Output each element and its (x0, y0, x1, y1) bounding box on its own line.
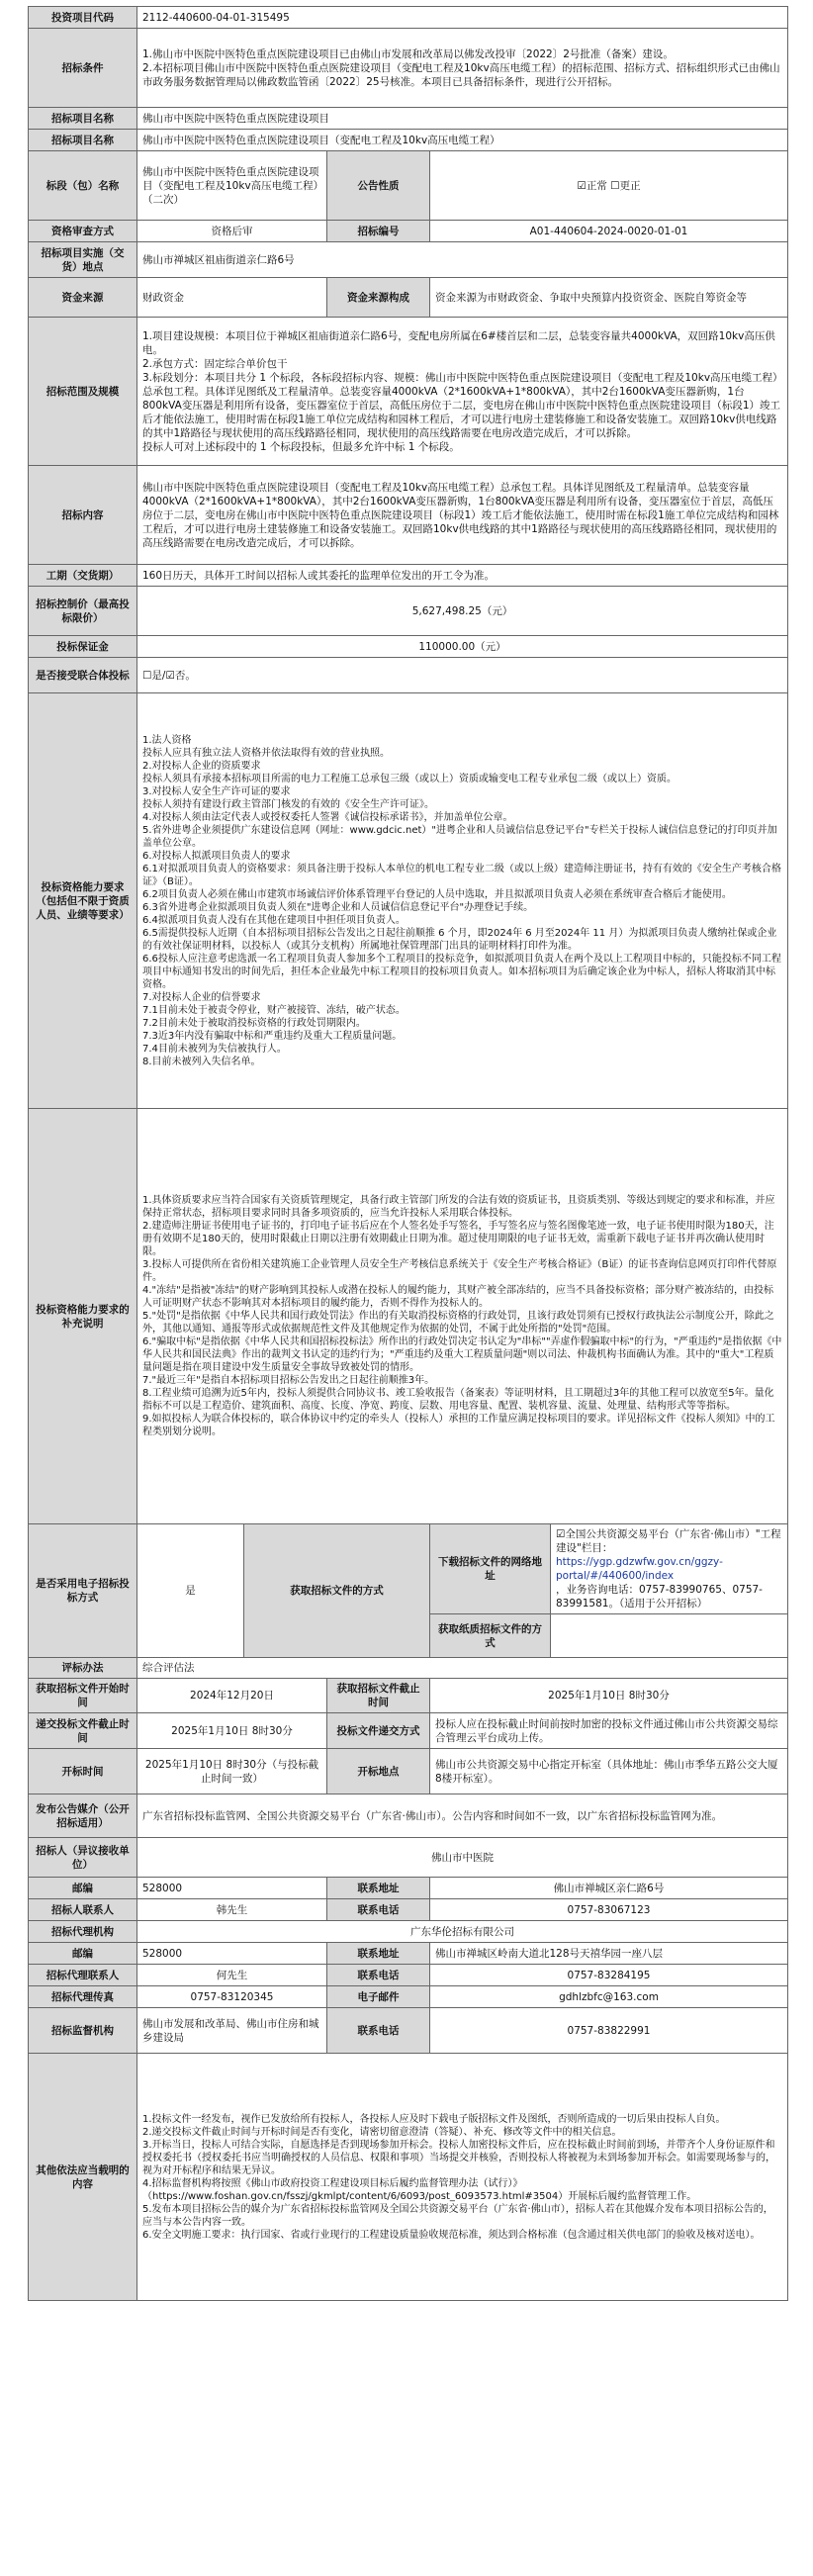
section-value: 佛山市中医院中医特色重点医院建设项目（变配电工程及10kv高压电缆工程）（二次） (137, 151, 327, 221)
opening-place-value: 佛山市公共资源交易中心指定开标室（具体地址：佛山市季华五路公交大厦8楼开标室）。 (430, 1749, 788, 1794)
content-label: 招标内容 (29, 466, 137, 565)
project-name-value: 佛山市中医院中医特色重点医院建设项目 (137, 108, 788, 130)
tenderee-addr-value: 佛山市禅城区亲仁路6号 (430, 1878, 788, 1899)
agent-fax-value: 0757-83120345 (137, 1986, 327, 2008)
agent-post-value: 528000 (137, 1943, 327, 1965)
opening-label: 开标时间 (29, 1749, 137, 1794)
submit-method-value: 投标人应在投标截止时间前按时加密的投标文件通过佛山市公共资源交易综合管理云平台成功上传。 (430, 1713, 788, 1749)
notice-type-label: 公告性质 (327, 151, 430, 221)
other-para: 1.投标文件一经发布，视作已发放给所有投标人，各投标人应及时下载电子版招标文件及图纸，否则所造成的一切后果由投标人自负。 (142, 2113, 726, 2125)
other-req-para: 3.投标人可提供所在省份相关建筑施工企业管理人员安全生产考核信息系统关于《安全生产考核合格证》（B证）的证书查询信息网页打印件代替原件。 (142, 1259, 777, 1283)
bid-project-name-label: 招标项目名称 (29, 130, 137, 151)
conditions-para: 2.本招标项目佛山市中医院中医特色重点医院建设项目（变配电工程及10kv高压电缆工程）的招标范围、招标方式、招标组织形式已由佛山市政务服务数据管理局以佛政数监管函〔2022〕25号核准。本项目已具备招标条件，现进行公开招标。 (142, 61, 780, 88)
supervisor-label: 招标监督机构 (29, 2008, 137, 2054)
tenderee-contact-label: 招标人联系人 (29, 1899, 137, 1921)
submit-deadline-value: 2025年1月10日 8时30分 (137, 1713, 327, 1749)
project-code-value: 2112-440600-04-01-315495 (137, 7, 788, 29)
consortium-value: ☐是/☑否。 (137, 658, 788, 693)
content-para: 佛山市中医院中医特色重点医院建设项目（变配电工程及10kv高压电缆工程）总承包工程。具体详见图纸及工程量清单。总装变容量4000kVA（2*1600kVA+1*800kVA），其中2台1600kVA变压器新购，1台800kVA变压器是利用所有设备，变压器室位于首层，高低压房位于二层，变电房在佛山市中医院中医特色重点医院建设项目（标段1）竣工后才能依法施工，使用时需在标段1施工单位完成结构和园林工程后，才可以进行电房土建装修施工和设备安装施工。双回路10kv供电线路的其中1路路径与现状使用的高压线路路径相同，现状使用的高压线路需要在电房改造完成后，才可以拆除。 (142, 481, 779, 549)
agent-addr-label: 联系地址 (327, 1943, 430, 1965)
agent-email-label: 电子邮件 (327, 1986, 430, 2008)
section-label: 标段（包）名称 (29, 151, 137, 221)
download-url-value (551, 1524, 788, 1614)
download-para: ☑全国公共资源交易平台（广东省·佛山市）"工程建设"栏目： (556, 1528, 781, 1554)
agent-label: 招标代理机构 (29, 1921, 137, 1943)
req-para: 6.2项目负责人必须在佛山市建筑市场诚信评价体系管理平台登记的人员中选取，并且拟派项目负责人必须在系统审查合格后才能使用。 (142, 888, 732, 900)
scope-label: 招标范围及规模 (29, 318, 137, 466)
agent-phone-label: 联系电话 (327, 1965, 430, 1986)
duration-value: 160日历天，具体开工时间以招标人或其委托的监理单位发出的开工令为准。 (137, 565, 788, 587)
bid-project-name-value: 佛山市中医院中医特色重点医院建设项目（变配电工程及10kv高压电缆工程） (137, 130, 788, 151)
tenderee-contact-value: 韩先生 (137, 1899, 327, 1921)
agent-post-label: 邮编 (29, 1943, 137, 1965)
conditions-label: 招标条件 (29, 29, 137, 108)
other-req-para: 4."冻结"是指被"冻结"的财产影响到其投标人或潜在投标人的履约能力，其财产被全部冻结的，应当不具备投标资格；部分财产被冻结的，由投标人可证明财产状态不影响其对本招标项目的履约能力，否则不得作为投标人的。 (142, 1285, 773, 1309)
download-para: ，业务咨询电话：0757-83990765、0757-83991581。（适用于公开招标） (556, 1584, 763, 1610)
req-para: 7.对投标人企业的信誉要求 (142, 991, 261, 1003)
tender-code-value: A01-440604-2024-0020-01-01 (430, 221, 788, 242)
location-value: 佛山市禅城区祖庙街道亲仁路6号 (137, 242, 788, 278)
evaluation-value: 综合评估法 (137, 1658, 788, 1679)
tenderee-post-value: 528000 (137, 1878, 327, 1899)
doc-start-value: 2024年12月20日 (137, 1679, 327, 1713)
submit-method-label: 投标文件递交方式 (327, 1713, 430, 1749)
req-para: 1.法人资格 (142, 734, 192, 746)
location-label: 招标项目实施（交货）地点 (29, 242, 137, 278)
other-para: 4.招标监督机构将按照《佛山市政府投资工程建设项目标后履约监督管理办法（试行）》（https://www.foshan.gov.cn/fsszj/gkmlpt/content/6/6093/post_6093573.html#3504）开展标后履约监督管理工作。 (142, 2177, 697, 2202)
e-bidding-label: 是否采用电子招标投标方式 (29, 1524, 137, 1658)
project-name-label: 招标项目名称 (29, 108, 137, 130)
qualifications-req-label: 投标资格能力要求（包括但不限于资质人员、业绩等要求） (29, 693, 137, 1109)
tenderee-phone-label: 联系电话 (327, 1899, 430, 1921)
supervisor-value: 佛山市发展和改革局、佛山市住房和城乡建设局 (137, 2008, 327, 2054)
req-para: 7.4目前未被列为失信被执行人。 (142, 1043, 287, 1055)
content-value (137, 466, 788, 565)
funding-value: 财政资金 (137, 278, 327, 318)
other-para: 6.安全文明施工要求：执行国家、省或行业现行的工程建设质量验收规范标准，须达到合格标准（包含通过相关供电部门的验收及核对送电）。 (142, 2229, 761, 2241)
doc-end-value: 2025年1月10日 8时30分 (430, 1679, 788, 1713)
conditions-para: 1.佛山市中医院中医特色重点医院建设项目已由佛山市发展和改革局以佛发改投审〔2022〕2号批准（备案）建设。 (142, 47, 674, 60)
download-url-label: 下载招标文件的网络地址 (430, 1524, 551, 1614)
funding-label: 资金来源 (29, 278, 137, 318)
opening-place-label: 开标地点 (327, 1749, 430, 1794)
e-bidding-value: 是 (137, 1524, 244, 1658)
req-para: 6.6投标人应注意考虑选派一名工程项目负责人参加多个工程项目的投标竞争，如拟派项目负责人在两个及以上工程项目中标的，只能投标不同工程项目中标通知书发出的时间先后，担任本企业最先中标工程项目的投标项目负责人。如本招标项目为后确定该企业为中标人，招标人将取消其中标资格。 (142, 953, 781, 990)
other-para: 5.发布本项目招标公告的媒介为广东省招标投标监管网及全国公共资源交易平台（广东省·佛山市），招标人若在其他媒介发布本项目招标公告的，应当与本公告内容一致。 (142, 2203, 773, 2228)
req-para: 6.5需提供投标人近期（自本招标项目招标公告发出之日起往前顺推 6 个月，即2024年 6 月至2024年 11 月）为拟派项目负责人缴纳社保或企业的有效社保证明材料，以投标人（或其分支机构）所属地社保管理部门出具的证明材料打印件为准。 (142, 927, 777, 952)
qualification-value: 资格后审 (137, 221, 327, 242)
other-req-para: 7."最近三年"是指自本招标项目招标公告发出之日起往前顺推3年。 (142, 1375, 435, 1386)
req-para: 6.对投标人拟派项目负责人的要求 (142, 850, 291, 862)
announcement-table (28, 6, 788, 2301)
duration-label: 工期（交货期） (29, 565, 137, 587)
media-label: 发布公告媒介（公开招标适用） (29, 1794, 137, 1838)
req-para: 5.省外进粤企业须提供广东建设信息网（网址：www.gdcic.net）"进粤企业和人员诚信信息登记平台"专栏关于投标人诚信信息登记的打印页并加盖单位公章。 (142, 824, 777, 849)
req-para: 4.对投标人须由法定代表人或授权委托人签署《诚信投标承诺书》，并加盖单位公章。 (142, 811, 513, 823)
other-label: 其他依法应当载明的内容 (29, 2054, 137, 2301)
supervisor-phone-value: 0757-83822991 (430, 2008, 788, 2054)
tenderee-addr-label: 联系地址 (327, 1878, 430, 1899)
download-link[interactable]: https://ygp.gdzwfw.gov.cn/ggzy-portal/#/440600/index (556, 1556, 723, 1582)
tenderee-value: 佛山市中医院 (137, 1838, 788, 1878)
funding-composition-label: 资金来源构成 (327, 278, 430, 318)
req-para: 投标人须具有承接本招标项目所需的电力工程施工总承包三级（或以上）资质或输变电工程专业承包二级（或以上）资质。 (142, 773, 677, 784)
consortium-label: 是否接受联合体投标 (29, 658, 137, 693)
qualification-label: 资格审查方式 (29, 221, 137, 242)
control-price-label: 招标控制价（最高投标限价） (29, 587, 137, 636)
evaluation-label: 评标办法 (29, 1658, 137, 1679)
req-para: 6.1对拟派项目负责人的资格要求：须具备注册于投标人本单位的机电工程专业二级（或以上级）建造师注册证书，持有有效的《安全生产考核合格证》（B证）。 (142, 863, 781, 887)
tender-code-label: 招标编号 (327, 221, 430, 242)
paper-doc-value (551, 1614, 788, 1658)
notice-type-value: ☑正常 ☐更正 (430, 151, 788, 221)
other-para: 2.递交投标文件截止时间与开标时间是否有变化，请密切留意澄清（答疑）、补充、修改等文件中的相关信息。 (142, 2126, 622, 2138)
req-para: 投标人应具有独立法人资格并依法取得有效的营业执照。 (142, 747, 390, 759)
doc-end-label: 获取招标文件截止时间 (327, 1679, 430, 1713)
scope-para: 3.标段划分：本项目共分 1 个标段，各标段招标内容、规模：佛山市中医院中医特色重点医院建设项目（变配电工程及10kv高压电缆工程）总承包工程。具体详见图纸及工程量清单。总装变容量4000kVA（2*1600kVA+1*800kVA），其中2台1600kVA变压器新购，1台800kVA变压器是利用所有设备，变压器室位于首层，高低压房位于二层，变电房在佛山市中医院中医特色重点医院建设项目（标段1）竣工后才能依法施工，使用时需在标段1施工单位完成结构和园林工程后，才可以进行电房土建装修施工和设备安装施工。双回路10kv供电线路的其中1路路径与现状使用的高压线路路径相同，现状使用的高压线路需要在电房改造完成后，才可以拆除。 (142, 371, 780, 439)
agent-contact-value: 何先生 (137, 1965, 327, 1986)
other-req-para: 2.建造师注册证书使用电子证书的，打印电子证书后应在个人签名处手写签名，手写签名应与签名图像笔迹一致，电子证书使用时限为180天，注册有效期不足180天的，使用时限截止日期以注册有效期截止日期为准。超过使用期限的电子证书无效，需重新下载电子证书并再次确认使用时限。 (142, 1221, 774, 1257)
other-para: 3.开标当日，投标人可结合实际，自愿选择是否到现场参加开标会。投标人加密投标文件后，应在投标截止时间前到场，并带齐个人身份证原件和授权委托书（授权委托书应当明确授权的人员信息、权限和事项）当场提交并核验，否则投标人将被视为未到场参加开标会。如需要现场参与的，视为对开标程序和结果无异议。 (142, 2139, 775, 2176)
media-value: 广东省招标投标监管网、全国公共资源交易平台（广东省·佛山市）。公告内容和时间如不一致，以广东省招标投标监管网为准。 (137, 1794, 788, 1838)
supervisor-phone-label: 联系电话 (327, 2008, 430, 2054)
other-req-label: 投标资格能力要求的补充说明 (29, 1109, 137, 1524)
other-req-para: 5."处罚"是指依据《中华人民共和国行政处罚法》作出的有关取消投标资格的行政处罚，且该行政处罚须有已授权行政执法公示制度公开，除此之外，其他以通知、通报等形式或依据规范性文件及其他规定作为依据的处罚，不属于此处所指的"处罚"范围。 (142, 1311, 774, 1334)
req-para: 投标人须持有建设行政主管部门核发的有效的《安全生产许可证》。 (142, 798, 434, 810)
req-para: 3.对投标人安全生产许可证的要求 (142, 785, 291, 797)
req-para: 6.4拟派项目负责人没有在其他在建项目中担任项目负责人。 (142, 914, 406, 926)
paper-doc-label: 获取纸质招标文件的方式 (430, 1614, 551, 1658)
req-para: 7.3近3年内没有骗取中标和严重违约及重大工程质量问题。 (142, 1030, 403, 1042)
conditions-value (137, 29, 788, 108)
tender-announcement (28, 6, 787, 2301)
agent-email-value: gdhlzbfc@163.com (430, 1986, 788, 2008)
qualifications-req-value (137, 693, 788, 1109)
req-para: 6.3省外进粤企业拟派项目负责人须在"进粤企业和人员诚信信息登记平台"办理登记手续。 (142, 901, 534, 913)
doc-method-label: 获取招标文件的方式 (244, 1524, 430, 1658)
tenderee-phone-value: 0757-83067123 (430, 1899, 788, 1921)
other-req-para: 9.如拟投标人为联合体投标的，联合体协议中约定的牵头人（投标人）承担的工作量应满足投标项目的要求。详见招标文件《投标人须知》中的工程类别划分说明。 (142, 1414, 775, 1437)
tenderee-post-label: 邮编 (29, 1878, 137, 1899)
deposit-value: 110000.00（元） (137, 636, 788, 658)
doc-start-label: 获取招标文件开始时间 (29, 1679, 137, 1713)
funding-composition-value: 资金来源为市财政资金、争取中央预算内投资资金、医院自筹资金等 (430, 278, 788, 318)
req-para: 2.对投标人企业的资质要求 (142, 760, 261, 772)
agent-phone-value: 0757-83284195 (430, 1965, 788, 1986)
req-para: 8.目前未被列入失信名单。 (142, 1056, 261, 1067)
deposit-label: 投标保证金 (29, 636, 137, 658)
opening-value: 2025年1月10日 8时30分（与投标截止时间一致） (137, 1749, 327, 1794)
req-para: 7.1目前未处于被责令停业，财产被接管、冻结，破产状态。 (142, 1004, 406, 1016)
scope-value (137, 318, 788, 466)
submit-deadline-label: 递交投标文件截止时间 (29, 1713, 137, 1749)
req-para: 7.2目前未处于被取消投标资格的行政处罚期限内。 (142, 1017, 366, 1029)
agent-contact-label: 招标代理联系人 (29, 1965, 137, 1986)
other-req-para: 1.具体资质要求应当符合国家有关资质管理规定，具备行政主管部门所发的合法有效的资质证书，且资质类别、等级达到规定的要求和标准，并应保持正常状态，招标项目要求同时具备多项资质的，应当允许投标人采用联合体投标。 (142, 1195, 775, 1219)
agent-fax-label: 招标代理传真 (29, 1986, 137, 2008)
other-value (137, 2054, 788, 2301)
other-req-value (137, 1109, 788, 1524)
agent-value: 广东华伦招标有限公司 (137, 1921, 788, 1943)
tenderee-label: 招标人（异议接收单位） (29, 1838, 137, 1878)
other-req-para: 8.工程业绩可追溯为近5年内，投标人须提供合同协议书、竣工验收报告（备案表）等证明材料，且工期超过3年的其他工程可以放宽至5年。量化指标不可以是工程造价、建筑面积、高度、长度、净宽、跨度、层数、用电容量、配置、装机容量、流量、处理量、结构形式等等指标。 (142, 1388, 774, 1412)
agent-addr-value: 佛山市禅城区岭南大道北128号天禧华园一座八层 (430, 1943, 788, 1965)
scope-para: 投标人可对上述标段中的 1 个标段投标，但最多允许中标 1 个标段。 (142, 440, 460, 453)
control-price-value: 5,627,498.25（元） (137, 587, 788, 636)
other-req-para: 6."骗取中标"是指依据《中华人民共和国招标投标法》所作出的行政处罚决定书认定为"串标""弄虚作假骗取中标"的行为，"严重违约"是指依据《中华人民共和国民法典》作出的裁判文书认定的违约行为；"严重违约及重大工程质量问题"则以司法、仲裁机构书面确认为准。其中的"重大"工程质量问题是指在项目建设中发生质量安全事故导致被处罚的情形。 (142, 1336, 782, 1373)
project-code-label: 投资项目代码 (29, 7, 137, 29)
scope-para: 2.承包方式：固定综合单价包干 (142, 357, 288, 370)
scope-para: 1.项目建设规模：本项目位于禅城区祖庙街道亲仁路6号，变配电房所属在6#楼首层和二层，总装变容量共4000kVA，双回路10kv高压供电。 (142, 329, 775, 356)
